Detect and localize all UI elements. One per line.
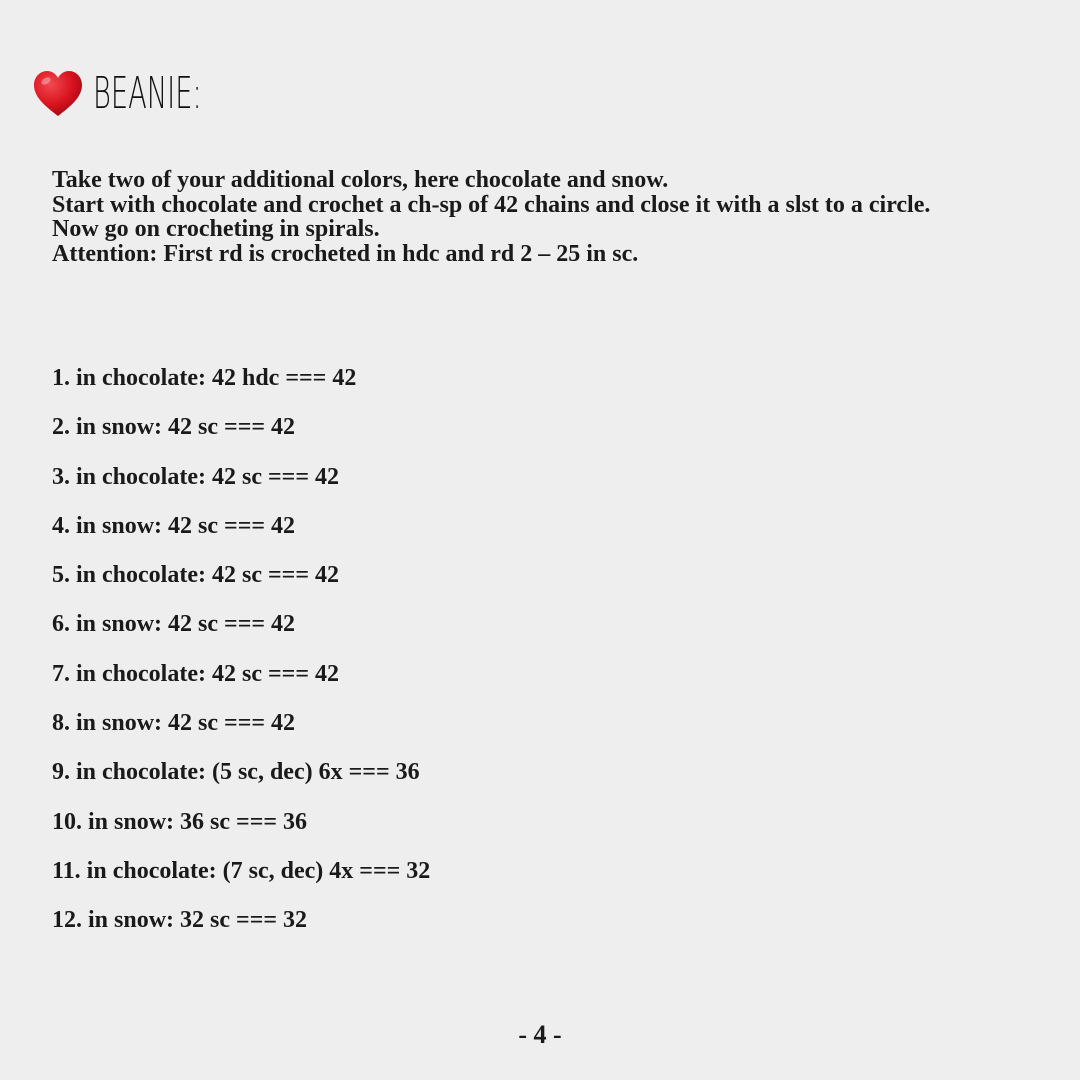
heart-icon (33, 70, 83, 118)
pattern-row: 9. in chocolate: (5 sc, dec) 6x === 36 (52, 759, 420, 786)
intro-line: Attention: First rd is crocheted in hdc and rd 2 – 25 in sc. (52, 240, 639, 267)
pattern-row: 6. in snow: 42 sc === 42 (52, 611, 296, 638)
intro-text (52, 168, 952, 266)
pattern-row: 5. in chocolate: 42 sc === 42 (52, 562, 339, 589)
section-header (33, 70, 268, 118)
pattern-row: 8. in snow: 42 sc === 42 (52, 710, 296, 737)
pattern-row: 11. in chocolate: (7 sc, dec) 4x === 32 (52, 857, 431, 884)
pattern-rows (52, 364, 430, 956)
section-title: BEANIE: (93, 68, 202, 119)
pattern-row: 12. in snow: 32 sc === 32 (52, 907, 308, 934)
intro-line: Start with chocolate and crochet a ch-sp of 42 chains and close it with a slst to a circle. (52, 191, 931, 218)
pattern-row: 7. in chocolate: 42 sc === 42 (52, 660, 339, 687)
intro-line: Now go on crocheting in spirals. (52, 216, 380, 242)
intro-line: Take two of your additional colors, here chocolate and snow. (52, 167, 669, 193)
pattern-row: 10. in snow: 36 sc === 36 (52, 808, 308, 835)
pattern-row: 4. in snow: 42 sc === 42 (52, 512, 296, 539)
pattern-row: 2. in snow: 42 sc === 42 (52, 414, 296, 441)
pattern-row: 1. in chocolate: 42 hdc === 42 (52, 365, 357, 391)
pattern-row: 3. in chocolate: 42 sc === 42 (52, 463, 339, 490)
page-number: - 4 - (518, 1020, 562, 1049)
